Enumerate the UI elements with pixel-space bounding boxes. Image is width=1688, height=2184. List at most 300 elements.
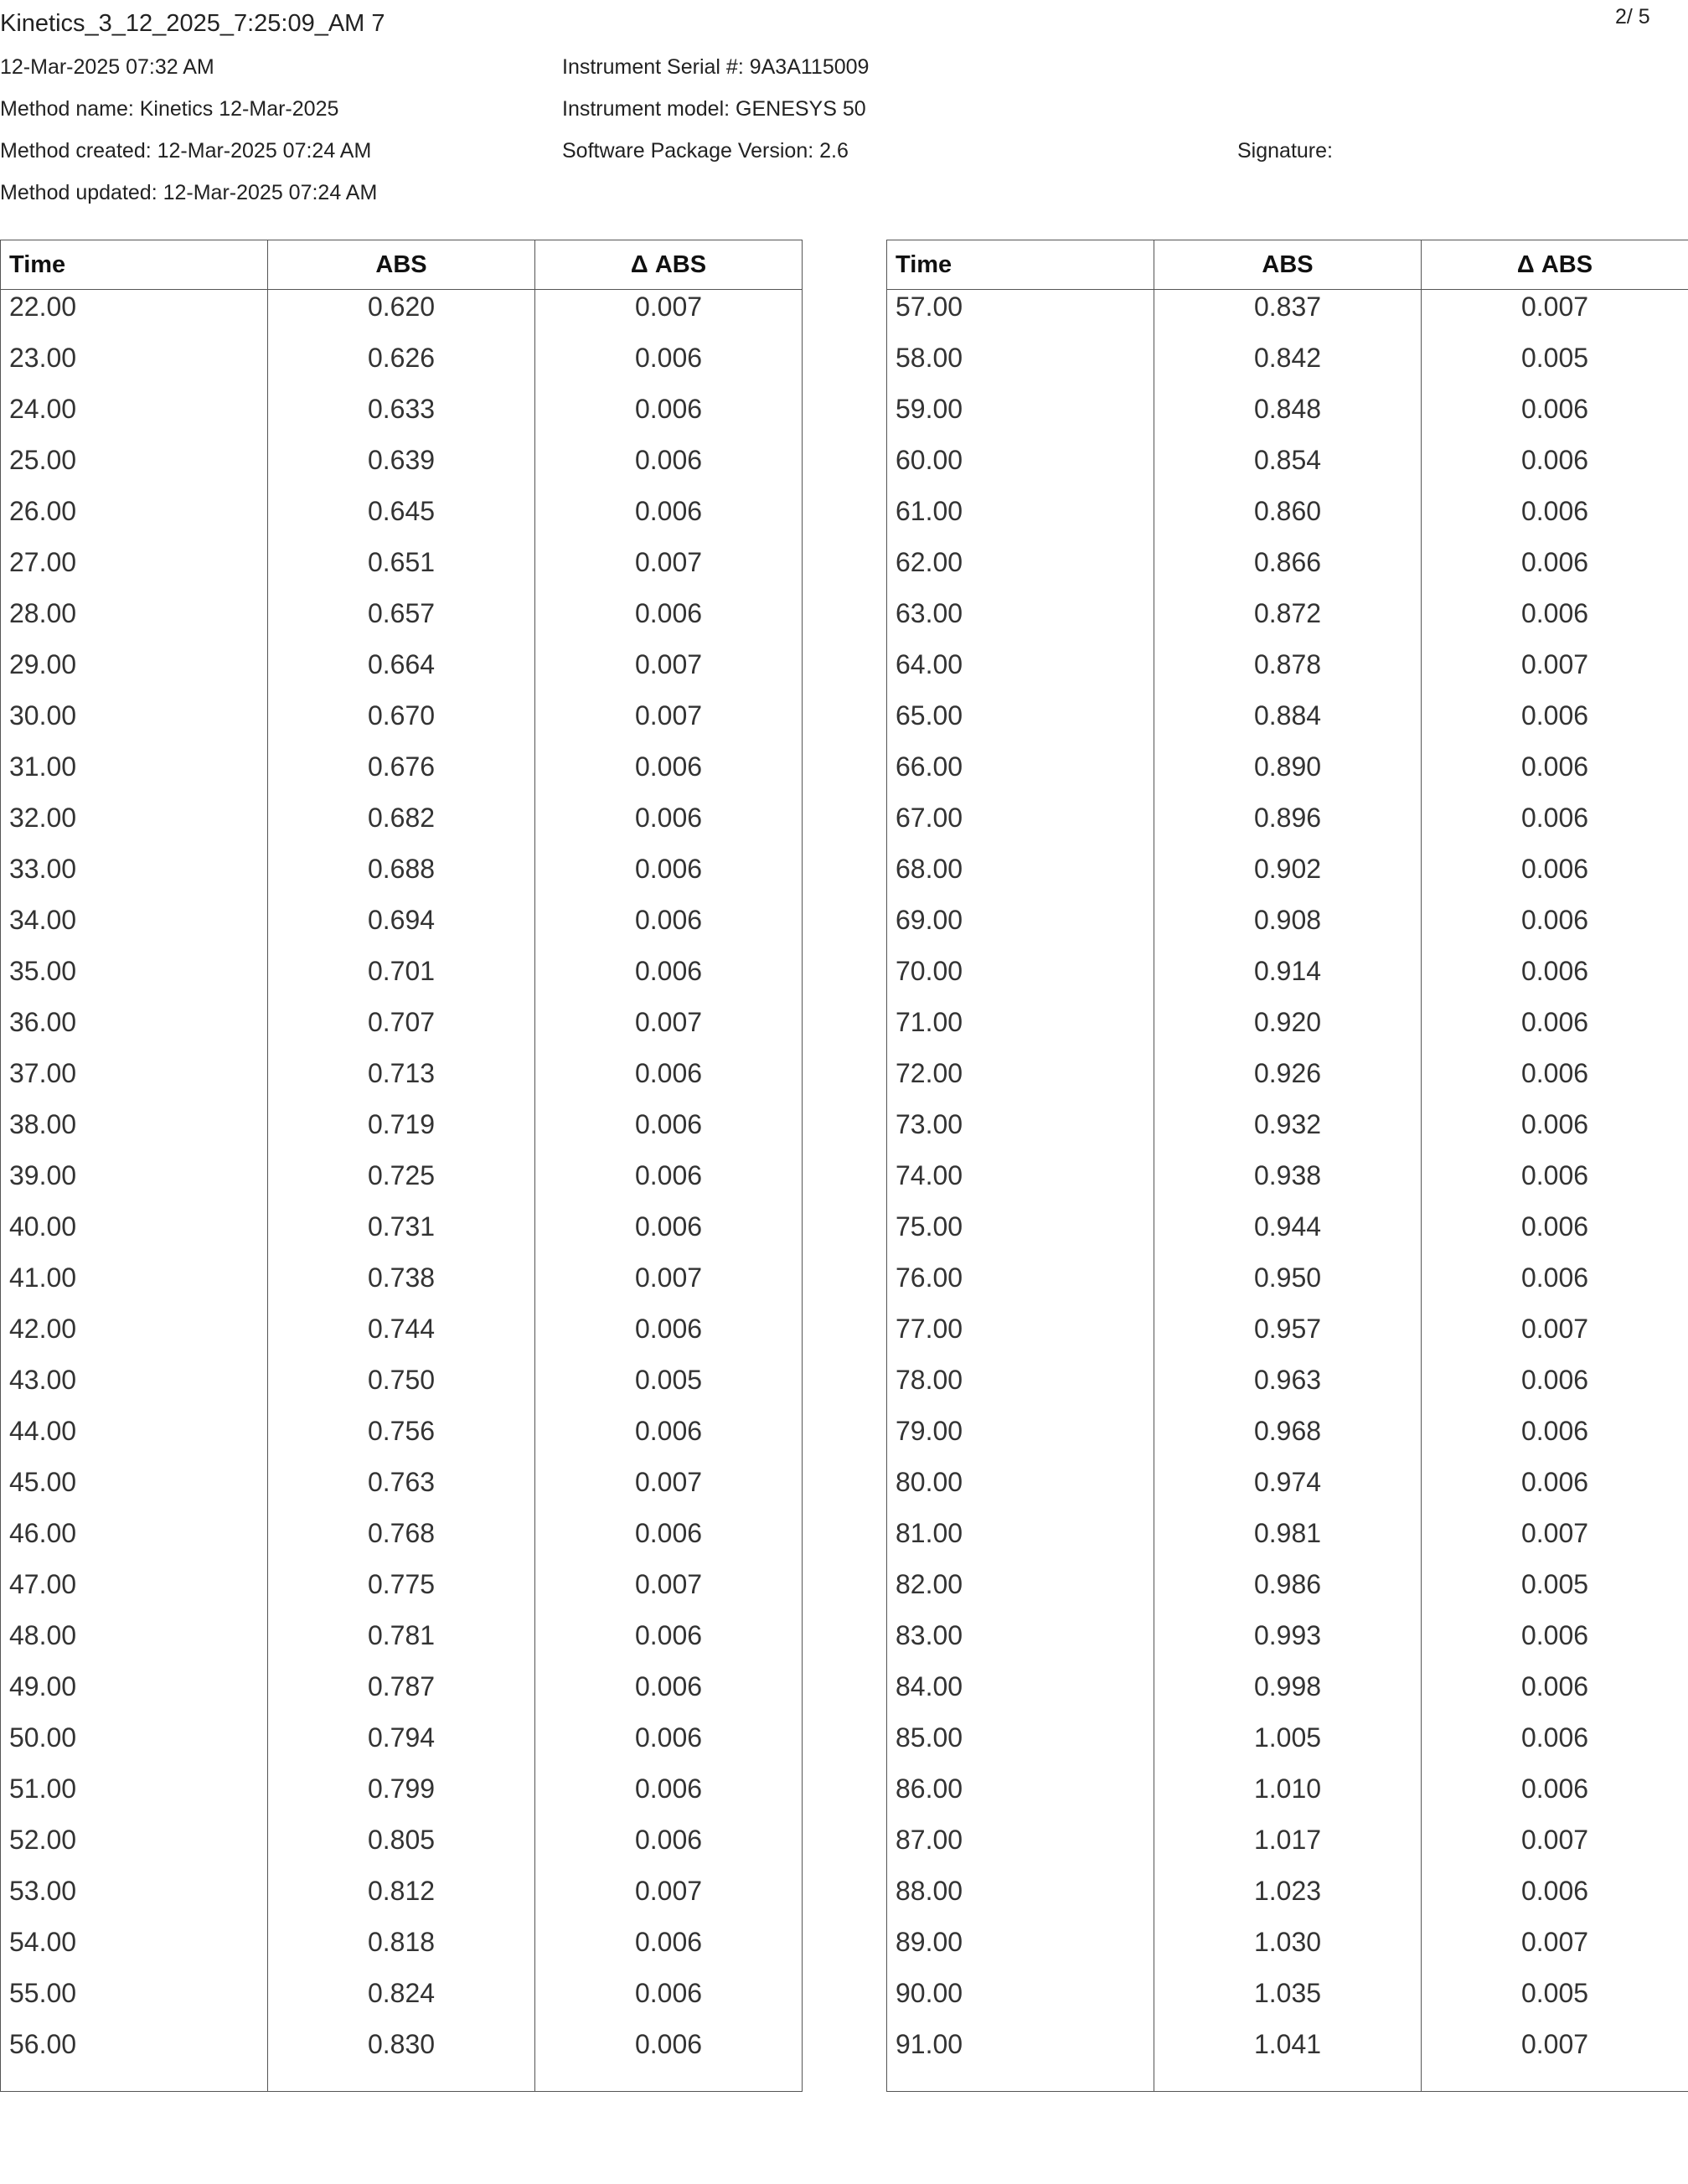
time-cell: 42.00 <box>1 1312 268 1363</box>
time-cell: 91.00 <box>887 2027 1154 2092</box>
delta-abs-cell: 0.007 <box>1422 290 1688 342</box>
delta-abs-cell: 0.007 <box>1422 2027 1688 2092</box>
method-created: Method created: 12-Mar-2025 07:24 AM <box>0 139 372 163</box>
abs-cell: 0.633 <box>268 392 535 443</box>
abs-cell: 0.957 <box>1154 1312 1422 1363</box>
time-cell: 26.00 <box>1 494 268 545</box>
table-row <box>1 1465 803 1516</box>
abs-cell: 0.768 <box>268 1516 535 1567</box>
table-row <box>1 2027 803 2092</box>
delta-abs-cell: 0.006 <box>1422 1005 1688 1056</box>
delta-abs-cell: 0.005 <box>1422 1567 1688 1619</box>
time-cell: 62.00 <box>887 545 1154 596</box>
delta-abs-cell: 0.006 <box>1422 1619 1688 1670</box>
abs-cell: 0.676 <box>268 750 535 801</box>
delta-abs-cell: 0.006 <box>1422 1261 1688 1312</box>
table-row <box>887 903 1688 954</box>
abs-cell: 0.620 <box>268 290 535 342</box>
abs-cell: 0.902 <box>1154 852 1422 903</box>
delta-abs-cell: 0.006 <box>535 801 803 852</box>
table-row <box>1 1363 803 1414</box>
table-row <box>887 1619 1688 1670</box>
table-row <box>887 1925 1688 1976</box>
delta-abs-cell: 0.006 <box>1422 596 1688 648</box>
time-cell: 47.00 <box>1 1567 268 1619</box>
delta-abs-cell: 0.006 <box>1422 1159 1688 1210</box>
time-cell: 63.00 <box>887 596 1154 648</box>
column-header-abs: ABS <box>268 240 535 290</box>
time-cell: 58.00 <box>887 341 1154 392</box>
delta-abs-cell: 0.006 <box>535 341 803 392</box>
abs-cell: 0.993 <box>1154 1619 1422 1670</box>
column-header-delta-abs: Δ ABS <box>1422 240 1688 290</box>
abs-cell: 0.950 <box>1154 1261 1422 1312</box>
time-cell: 23.00 <box>1 341 268 392</box>
time-cell: 25.00 <box>1 443 268 494</box>
time-cell: 60.00 <box>887 443 1154 494</box>
time-cell: 72.00 <box>887 1056 1154 1107</box>
abs-cell: 0.842 <box>1154 341 1422 392</box>
delta-abs-cell: 0.006 <box>535 954 803 1005</box>
delta-abs-cell: 0.007 <box>535 545 803 596</box>
abs-cell: 0.986 <box>1154 1567 1422 1619</box>
method-updated: Method updated: 12-Mar-2025 07:24 AM <box>0 181 378 204</box>
delta-abs-cell: 0.006 <box>1422 750 1688 801</box>
table-row <box>1 1107 803 1159</box>
table-row <box>1 1261 803 1312</box>
abs-cell: 0.701 <box>268 954 535 1005</box>
abs-cell: 0.670 <box>268 699 535 750</box>
delta-abs-cell: 0.006 <box>1422 1721 1688 1772</box>
table-row <box>1 699 803 750</box>
abs-cell: 0.854 <box>1154 443 1422 494</box>
table-row <box>1 1005 803 1056</box>
delta-abs-cell: 0.005 <box>1422 1976 1688 2027</box>
time-cell: 74.00 <box>887 1159 1154 1210</box>
abs-cell: 0.938 <box>1154 1159 1422 1210</box>
table-row <box>1 341 803 392</box>
delta-abs-cell: 0.006 <box>535 1159 803 1210</box>
time-cell: 88.00 <box>887 1874 1154 1925</box>
time-cell: 56.00 <box>1 2027 268 2092</box>
table-row <box>887 596 1688 648</box>
delta-abs-cell: 0.006 <box>1422 1874 1688 1925</box>
delta-abs-cell: 0.006 <box>1422 801 1688 852</box>
time-cell: 85.00 <box>887 1721 1154 1772</box>
delta-abs-cell: 0.006 <box>535 852 803 903</box>
table-row <box>1 1721 803 1772</box>
time-cell: 73.00 <box>887 1107 1154 1159</box>
time-cell: 78.00 <box>887 1363 1154 1414</box>
table-row <box>887 1874 1688 1925</box>
table-row <box>887 1976 1688 2027</box>
abs-cell: 1.017 <box>1154 1823 1422 1874</box>
abs-cell: 0.812 <box>268 1874 535 1925</box>
delta-abs-cell: 0.006 <box>535 1516 803 1567</box>
table-row <box>887 290 1688 342</box>
abs-cell: 0.896 <box>1154 801 1422 852</box>
abs-cell: 0.756 <box>268 1414 535 1465</box>
table-row <box>887 1721 1688 1772</box>
time-cell: 30.00 <box>1 699 268 750</box>
time-cell: 46.00 <box>1 1516 268 1567</box>
abs-cell: 0.781 <box>268 1619 535 1670</box>
time-cell: 90.00 <box>887 1976 1154 2027</box>
table-row <box>1 801 803 852</box>
time-cell: 27.00 <box>1 545 268 596</box>
time-cell: 49.00 <box>1 1670 268 1721</box>
delta-abs-cell: 0.006 <box>535 1210 803 1261</box>
abs-cell: 0.787 <box>268 1670 535 1721</box>
abs-cell: 0.645 <box>268 494 535 545</box>
table-row <box>887 801 1688 852</box>
time-cell: 22.00 <box>1 290 268 342</box>
delta-abs-cell: 0.007 <box>535 699 803 750</box>
abs-cell: 0.664 <box>268 648 535 699</box>
delta-abs-cell: 0.006 <box>535 1312 803 1363</box>
abs-cell: 0.890 <box>1154 750 1422 801</box>
time-cell: 34.00 <box>1 903 268 954</box>
abs-cell: 1.005 <box>1154 1721 1422 1772</box>
time-cell: 39.00 <box>1 1159 268 1210</box>
delta-abs-cell: 0.006 <box>1422 494 1688 545</box>
abs-cell: 0.926 <box>1154 1056 1422 1107</box>
table-row <box>887 1363 1688 1414</box>
delta-abs-cell: 0.007 <box>535 1465 803 1516</box>
software-version: Software Package Version: 2.6 <box>562 139 849 163</box>
time-cell: 55.00 <box>1 1976 268 2027</box>
time-cell: 43.00 <box>1 1363 268 1414</box>
time-cell: 40.00 <box>1 1210 268 1261</box>
abs-cell: 0.866 <box>1154 545 1422 596</box>
time-cell: 71.00 <box>887 1005 1154 1056</box>
time-cell: 68.00 <box>887 852 1154 903</box>
column-header-time: Time <box>887 240 1154 290</box>
time-cell: 37.00 <box>1 1056 268 1107</box>
table-row <box>887 545 1688 596</box>
time-cell: 48.00 <box>1 1619 268 1670</box>
time-cell: 64.00 <box>887 648 1154 699</box>
time-cell: 36.00 <box>1 1005 268 1056</box>
time-cell: 89.00 <box>887 1925 1154 1976</box>
abs-cell: 0.981 <box>1154 1516 1422 1567</box>
table-row <box>1 545 803 596</box>
abs-cell: 1.030 <box>1154 1925 1422 1976</box>
delta-abs-cell: 0.006 <box>1422 1363 1688 1414</box>
delta-abs-cell: 0.006 <box>1422 1414 1688 1465</box>
abs-cell: 1.041 <box>1154 2027 1422 2092</box>
delta-abs-cell: 0.006 <box>535 1976 803 2027</box>
table-row <box>1 1056 803 1107</box>
delta-abs-cell: 0.007 <box>535 648 803 699</box>
delta-abs-cell: 0.006 <box>1422 1056 1688 1107</box>
time-cell: 65.00 <box>887 699 1154 750</box>
abs-cell: 1.010 <box>1154 1772 1422 1823</box>
delta-abs-cell: 0.006 <box>1422 954 1688 1005</box>
time-cell: 24.00 <box>1 392 268 443</box>
table-row <box>1 1210 803 1261</box>
time-cell: 76.00 <box>887 1261 1154 1312</box>
table-row <box>887 1261 1688 1312</box>
printed-timestamp: 12-Mar-2025 07:32 AM <box>0 55 214 79</box>
time-cell: 84.00 <box>887 1670 1154 1721</box>
abs-cell: 0.920 <box>1154 1005 1422 1056</box>
time-cell: 29.00 <box>1 648 268 699</box>
time-cell: 52.00 <box>1 1823 268 1874</box>
delta-abs-cell: 0.007 <box>1422 1312 1688 1363</box>
table-row <box>887 1567 1688 1619</box>
table-row <box>887 1823 1688 1874</box>
abs-cell: 0.725 <box>268 1159 535 1210</box>
delta-abs-cell: 0.006 <box>535 1670 803 1721</box>
delta-abs-cell: 0.007 <box>1422 1925 1688 1976</box>
time-cell: 87.00 <box>887 1823 1154 1874</box>
time-cell: 86.00 <box>887 1772 1154 1823</box>
table-row <box>1 954 803 1005</box>
delta-abs-cell: 0.006 <box>535 392 803 443</box>
delta-abs-cell: 0.006 <box>1422 1772 1688 1823</box>
abs-cell: 0.872 <box>1154 596 1422 648</box>
delta-abs-cell: 0.006 <box>535 1414 803 1465</box>
abs-cell: 1.023 <box>1154 1874 1422 1925</box>
table-row <box>887 1516 1688 1567</box>
table-row <box>887 1414 1688 1465</box>
table-row <box>1 903 803 954</box>
table-row <box>1 443 803 494</box>
abs-cell: 0.824 <box>268 1976 535 2027</box>
delta-abs-cell: 0.007 <box>535 1874 803 1925</box>
signature-label: Signature: <box>1237 139 1333 163</box>
abs-cell: 0.799 <box>268 1772 535 1823</box>
delta-abs-cell: 0.006 <box>535 1619 803 1670</box>
delta-abs-cell: 0.007 <box>535 1261 803 1312</box>
table-row <box>887 2027 1688 2092</box>
column-header-delta-abs: Δ ABS <box>535 240 803 290</box>
table-row <box>1 1619 803 1670</box>
table-row <box>887 443 1688 494</box>
delta-abs-cell: 0.006 <box>1422 1670 1688 1721</box>
table-row <box>1 1312 803 1363</box>
delta-abs-cell: 0.006 <box>1422 699 1688 750</box>
abs-cell: 0.682 <box>268 801 535 852</box>
table-row <box>1 1670 803 1721</box>
abs-cell: 0.731 <box>268 1210 535 1261</box>
delta-abs-cell: 0.006 <box>535 1772 803 1823</box>
time-cell: 51.00 <box>1 1772 268 1823</box>
delta-abs-cell: 0.006 <box>1422 852 1688 903</box>
time-cell: 31.00 <box>1 750 268 801</box>
time-cell: 75.00 <box>887 1210 1154 1261</box>
delta-abs-cell: 0.007 <box>535 290 803 342</box>
column-header-time: Time <box>1 240 268 290</box>
table-row <box>887 1107 1688 1159</box>
table-row <box>887 750 1688 801</box>
delta-abs-cell: 0.005 <box>1422 341 1688 392</box>
time-cell: 44.00 <box>1 1414 268 1465</box>
time-cell: 45.00 <box>1 1465 268 1516</box>
time-cell: 33.00 <box>1 852 268 903</box>
delta-abs-cell: 0.006 <box>535 1823 803 1874</box>
time-cell: 61.00 <box>887 494 1154 545</box>
abs-cell: 0.963 <box>1154 1363 1422 1414</box>
delta-abs-cell: 0.006 <box>535 903 803 954</box>
time-cell: 70.00 <box>887 954 1154 1005</box>
table-row <box>1 1414 803 1465</box>
abs-cell: 0.688 <box>268 852 535 903</box>
delta-abs-cell: 0.007 <box>535 1005 803 1056</box>
table-row <box>1 494 803 545</box>
table-row <box>887 494 1688 545</box>
abs-cell: 0.763 <box>268 1465 535 1516</box>
instrument-serial: Instrument Serial #: 9A3A115009 <box>562 55 870 79</box>
time-cell: 66.00 <box>887 750 1154 801</box>
table-row <box>887 1210 1688 1261</box>
delta-abs-cell: 0.006 <box>535 1107 803 1159</box>
delta-abs-cell: 0.006 <box>535 1925 803 1976</box>
time-cell: 77.00 <box>887 1312 1154 1363</box>
table-row <box>887 1772 1688 1823</box>
time-cell: 81.00 <box>887 1516 1154 1567</box>
table-row <box>887 1159 1688 1210</box>
abs-cell: 0.707 <box>268 1005 535 1056</box>
abs-cell: 0.719 <box>268 1107 535 1159</box>
table-row <box>887 1056 1688 1107</box>
abs-cell: 0.657 <box>268 596 535 648</box>
abs-cell: 0.651 <box>268 545 535 596</box>
time-cell: 35.00 <box>1 954 268 1005</box>
abs-cell: 0.884 <box>1154 699 1422 750</box>
time-cell: 79.00 <box>887 1414 1154 1465</box>
table-header-row <box>1 240 803 290</box>
delta-abs-cell: 0.006 <box>535 1056 803 1107</box>
table-row <box>887 1465 1688 1516</box>
time-cell: 54.00 <box>1 1925 268 1976</box>
time-cell: 82.00 <box>887 1567 1154 1619</box>
method-name: Method name: Kinetics 12-Mar-2025 <box>0 97 339 121</box>
time-cell: 50.00 <box>1 1721 268 1772</box>
kinetics-table-right <box>886 240 1688 2092</box>
table-row <box>887 852 1688 903</box>
abs-cell: 0.848 <box>1154 392 1422 443</box>
time-cell: 83.00 <box>887 1619 1154 1670</box>
abs-cell: 0.830 <box>268 2027 535 2092</box>
delta-abs-cell: 0.006 <box>535 596 803 648</box>
abs-cell: 0.998 <box>1154 1670 1422 1721</box>
column-header-abs: ABS <box>1154 240 1422 290</box>
table-row <box>1 1874 803 1925</box>
table-row <box>887 392 1688 443</box>
abs-cell: 0.974 <box>1154 1465 1422 1516</box>
abs-cell: 0.860 <box>1154 494 1422 545</box>
abs-cell: 0.932 <box>1154 1107 1422 1159</box>
table-row <box>1 852 803 903</box>
abs-cell: 1.035 <box>1154 1976 1422 2027</box>
time-cell: 59.00 <box>887 392 1154 443</box>
time-cell: 28.00 <box>1 596 268 648</box>
abs-cell: 0.750 <box>268 1363 535 1414</box>
abs-cell: 0.837 <box>1154 290 1422 342</box>
table-row <box>887 648 1688 699</box>
delta-abs-cell: 0.007 <box>535 1567 803 1619</box>
abs-cell: 0.914 <box>1154 954 1422 1005</box>
table-row <box>1 1516 803 1567</box>
delta-abs-cell: 0.006 <box>1422 443 1688 494</box>
instrument-model: Instrument model: GENESYS 50 <box>562 97 866 121</box>
table-row <box>1 648 803 699</box>
table-row <box>887 954 1688 1005</box>
page-number: 2/ 5 <box>1615 5 1650 28</box>
delta-abs-cell: 0.006 <box>1422 392 1688 443</box>
table-row <box>1 1976 803 2027</box>
delta-abs-cell: 0.006 <box>535 443 803 494</box>
delta-abs-cell: 0.006 <box>1422 1107 1688 1159</box>
kinetics-table-left <box>0 240 803 2092</box>
time-cell: 67.00 <box>887 801 1154 852</box>
abs-cell: 0.805 <box>268 1823 535 1874</box>
abs-cell: 0.626 <box>268 341 535 392</box>
table-row <box>887 1312 1688 1363</box>
table-row <box>887 1670 1688 1721</box>
delta-abs-cell: 0.006 <box>535 750 803 801</box>
time-cell: 38.00 <box>1 1107 268 1159</box>
delta-abs-cell: 0.007 <box>1422 1516 1688 1567</box>
delta-abs-cell: 0.006 <box>535 494 803 545</box>
table-row <box>887 1005 1688 1056</box>
delta-abs-cell: 0.006 <box>1422 1210 1688 1261</box>
delta-abs-cell: 0.007 <box>1422 1823 1688 1874</box>
abs-cell: 0.818 <box>268 1925 535 1976</box>
table-row <box>1 596 803 648</box>
time-cell: 80.00 <box>887 1465 1154 1516</box>
table-row <box>887 699 1688 750</box>
delta-abs-cell: 0.006 <box>535 1721 803 1772</box>
time-cell: 41.00 <box>1 1261 268 1312</box>
time-cell: 53.00 <box>1 1874 268 1925</box>
delta-abs-cell: 0.006 <box>1422 545 1688 596</box>
delta-abs-cell: 0.006 <box>1422 903 1688 954</box>
time-cell: 69.00 <box>887 903 1154 954</box>
abs-cell: 0.944 <box>1154 1210 1422 1261</box>
time-cell: 32.00 <box>1 801 268 852</box>
abs-cell: 0.968 <box>1154 1414 1422 1465</box>
table-row <box>1 1925 803 1976</box>
abs-cell: 0.794 <box>268 1721 535 1772</box>
abs-cell: 0.878 <box>1154 648 1422 699</box>
abs-cell: 0.694 <box>268 903 535 954</box>
delta-abs-cell: 0.007 <box>1422 648 1688 699</box>
table-row <box>1 1772 803 1823</box>
table-row <box>1 750 803 801</box>
table-header-row <box>887 240 1688 290</box>
time-cell: 57.00 <box>887 290 1154 342</box>
delta-abs-cell: 0.006 <box>535 2027 803 2092</box>
document-title: Kinetics_3_12_2025_7:25:09_AM 7 <box>0 10 385 37</box>
table-row <box>1 1159 803 1210</box>
delta-abs-cell: 0.006 <box>1422 1465 1688 1516</box>
abs-cell: 0.744 <box>268 1312 535 1363</box>
table-row <box>1 392 803 443</box>
table-row <box>887 341 1688 392</box>
table-row <box>1 1567 803 1619</box>
abs-cell: 0.775 <box>268 1567 535 1619</box>
table-row <box>1 1823 803 1874</box>
abs-cell: 0.639 <box>268 443 535 494</box>
abs-cell: 0.738 <box>268 1261 535 1312</box>
delta-abs-cell: 0.005 <box>535 1363 803 1414</box>
abs-cell: 0.908 <box>1154 903 1422 954</box>
table-row <box>1 290 803 342</box>
abs-cell: 0.713 <box>268 1056 535 1107</box>
